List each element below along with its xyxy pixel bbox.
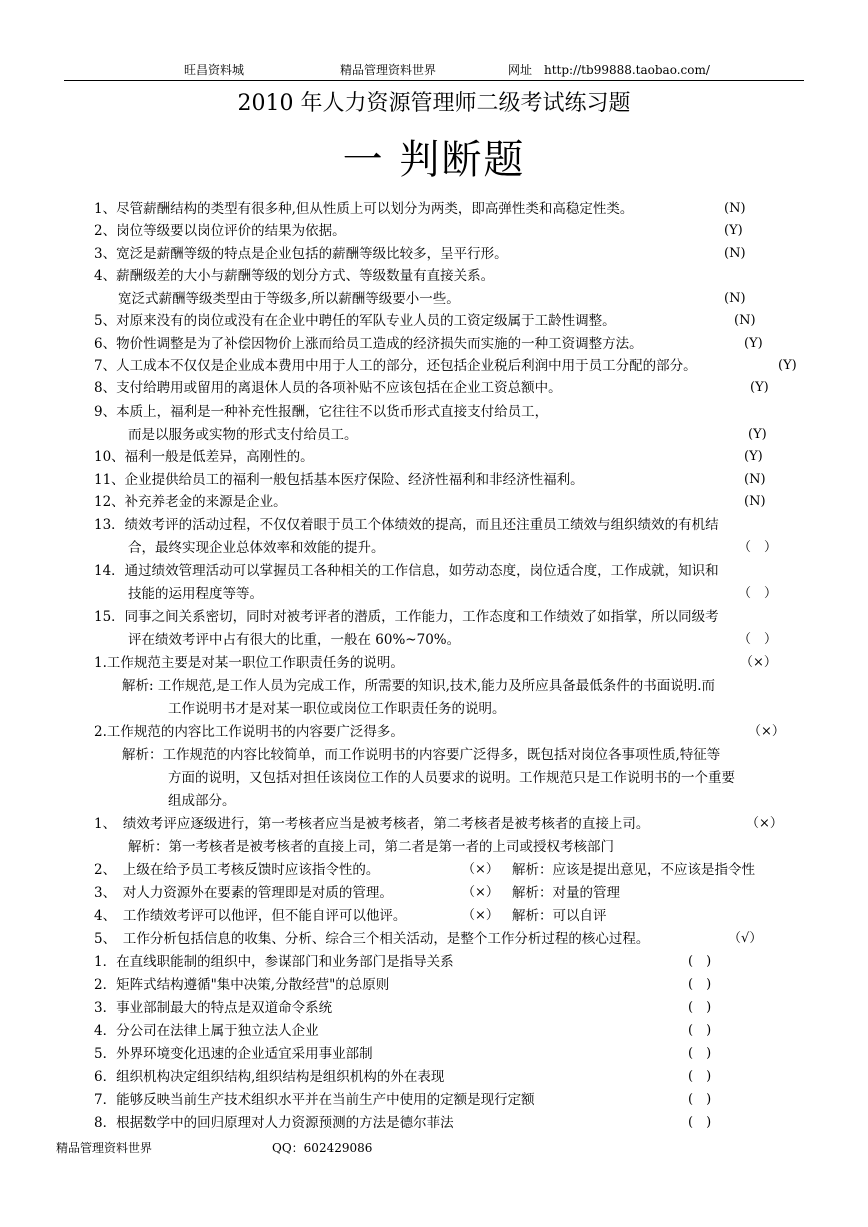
question-line: 评在绩效考评中占有很大的比重，一般在 60%~70%。 — [128, 632, 461, 648]
section-title: 一 判断题 — [342, 137, 526, 183]
answer-mark: （×） — [462, 908, 499, 923]
question-line: 2．矩阵式结构遵循"集中决策,分散经营"的总原则 — [94, 977, 390, 993]
question-line: 2、岗位等级要以岗位评价的结果为依据。 — [94, 223, 346, 239]
answer-mark: ( ) — [688, 1046, 712, 1061]
question-line: 合，最终实现企业总体效率和效能的提升。 — [128, 540, 385, 556]
question-line: 9、本质上，福利是一种补充性报酬，它往往不以货币形式直接支付给员工， — [94, 404, 549, 420]
answer-mark: ( ) — [688, 954, 712, 969]
answer-mark: (Y) — [744, 449, 763, 464]
question-line: 3．事业部制最大的特点是双道命令系统 — [94, 1000, 333, 1016]
answer-mark: (Y) — [748, 427, 767, 442]
answer-mark: (Y) — [750, 380, 769, 395]
question-line: 6、物价性调整是为了补偿因物价上涨而给员工造成的经济损失而实施的一种工资调整方法。 — [94, 336, 643, 352]
answer-mark: （ ） — [738, 540, 778, 555]
question-line: 8、支付给聘用或留用的离退休人员的各项补贴不应该包括在企业工资总额中。 — [94, 380, 562, 396]
header-world: 精品管理资料世界 — [340, 63, 437, 77]
question-line: 4．分公司在法律上属于独立法人企业 — [94, 1023, 319, 1039]
header-shop: 旺昌资料城 — [184, 63, 245, 77]
footer-qq: QQ：602429086 — [272, 1141, 373, 1155]
explanation-line: 组成部分。 — [168, 793, 236, 809]
answer-mark: ( ) — [688, 1092, 712, 1107]
question-line: 6．组织机构决定组织结构,组织结构是组织机构的外在表现 — [94, 1069, 445, 1085]
question-line: 5、 工作分析包括信息的收集、分析、综合三个相关活动，是整个工作分析过程的核心过程。 — [94, 931, 650, 947]
question-line: 3、 对人力资源外在要素的管理即是对质的管理。 — [94, 885, 393, 901]
question-line: 11、企业提供给员工的福利一般包括基本医疗保险、经济性福利和非经济性福利。 — [94, 472, 584, 488]
answer-mark: ( ) — [688, 977, 712, 992]
header-url-label: 网址 — [508, 63, 533, 77]
question-line: 而是以服务或实物的形式支付给员工。 — [128, 427, 358, 443]
question-line: 2.工作规范的内容比工作说明书的内容要广泛得多。 — [94, 724, 404, 740]
explanation-note: 解析：可以自评 — [512, 908, 607, 924]
answer-mark: (N) — [744, 494, 766, 509]
question-line: 5、对原来没有的岗位或没有在企业中聘任的军队专业人员的工资定级属于工龄性调整。 — [94, 313, 616, 329]
answer-mark: （×） — [746, 816, 783, 831]
explanation-note: 解析：对量的管理 — [512, 885, 620, 901]
question-line: 技能的运用程度等等。 — [128, 586, 263, 602]
document-title: 2010 年人力资源管理师二级考试练习题 — [237, 91, 631, 116]
header-url: http://tb99888.taobao.com/ — [544, 63, 710, 77]
question-line: 14．通过绩效管理活动可以掌握员工各种相关的工作信息，如劳动态度，岗位适合度，工作成就，知识和 — [94, 563, 719, 579]
answer-mark: （×） — [462, 862, 499, 877]
explanation-line: 解析: 工作规范,是工作人员为完成工作，所需要的知识,技术,能力及所应具备最低条件的书面说明.而 — [122, 678, 716, 694]
question-line: 1．在直线职能制的组织中，参谋部门和业务部门是指导关系 — [94, 954, 454, 970]
question-line: 宽泛式薪酬等级类型由于等级多,所以薪酬等级要小一些。 — [118, 291, 460, 307]
answer-mark: (Y) — [744, 336, 763, 351]
explanation-line: 解析：第一考核者是被考核者的直接上司，第二者是第一者的上司或授权考核部门 — [128, 839, 614, 855]
header-bar — [0, 62, 868, 78]
question-line: 5．外界环境变化迅速的企业适宜采用事业部制 — [94, 1046, 373, 1062]
answer-mark: （√） — [728, 931, 763, 946]
question-line: 8．根据数学中的回归原理对人力资源预测的方法是德尔菲法 — [94, 1115, 454, 1131]
answer-mark: ( ) — [688, 1023, 712, 1038]
question-line: 1、 绩效考评应逐级进行，第一考核者应当是被考核者，第二考核者是被考核者的直接上司。 — [94, 816, 650, 832]
explanation-line: 方面的说明，又包括对担任该岗位工作的人员要求的说明。工作规范只是工作说明书的一个重要 — [168, 770, 735, 786]
question-line: 7、人工成本不仅仅是企业成本费用中用于人工的部分，还包括企业税后利润中用于员工分配的部分。 — [94, 358, 697, 374]
explanation-line: 解析：工作规范的内容比较简单，而工作说明书的内容要广泛得多，既包括对岗位各事项性质,特征等 — [122, 747, 721, 763]
explanation-note: 解析：应该是提出意见，不应该是指令性 — [512, 862, 755, 878]
answer-mark: ( ) — [688, 1000, 712, 1015]
question-line: 13．绩效考评的活动过程，不仅仅着眼于员工个体绩效的提高，而且还注重员工绩效与组织绩效的有机结 — [94, 517, 719, 533]
answer-mark: （ ） — [738, 632, 778, 647]
answer-mark: (N) — [744, 472, 766, 487]
question-line: 10、福利一般是低差异，高刚性的。 — [94, 449, 314, 465]
answer-mark: （×） — [462, 885, 499, 900]
question-line: 2、 上级在给予员工考核反馈时应该指令性的。 — [94, 862, 380, 878]
header-divider — [64, 80, 804, 81]
answer-mark: (Y) — [778, 358, 797, 373]
question-line: 1、尽管薪酬结构的类型有很多种,但从性质上可以划分为两类，即高弹性类和高稳定性类。 — [94, 201, 634, 217]
answer-mark: (N) — [734, 313, 756, 328]
question-line: 7．能够反映当前生产技术组织水平并在当前生产中使用的定额是现行定额 — [94, 1092, 535, 1108]
answer-mark: (N) — [724, 201, 746, 216]
answer-mark: （×） — [748, 724, 785, 739]
answer-mark: (N) — [724, 246, 746, 261]
answer-mark: ( ) — [688, 1069, 712, 1084]
footer-world: 精品管理资料世界 — [56, 1141, 153, 1155]
question-line: 3、宽泛是薪酬等级的特点是企业包括的薪酬等级比较多，呈平行形。 — [94, 246, 508, 262]
answer-mark: (N) — [724, 291, 746, 306]
question-line: 4、薪酬级差的大小与薪酬等级的划分方式、等级数量有直接关系。 — [94, 268, 495, 284]
question-line: 12、补充养老金的来源是企业。 — [94, 494, 287, 510]
answer-mark: ( ) — [688, 1115, 712, 1130]
question-line: 15．同事之间关系密切，同时对被考评者的潜质，工作能力，工作态度和工作绩效了如指掌，所以同级考 — [94, 609, 719, 625]
answer-mark: （×） — [740, 655, 777, 670]
question-line: 4、 工作绩效考评可以他评，但不能自评可以他评。 — [94, 908, 407, 924]
question-line: 1.工作规范主要是对某一职位工作职责任务的说明。 — [94, 655, 404, 671]
explanation-line: 工作说明书才是对某一职位或岗位工作职责任务的说明。 — [168, 701, 506, 717]
answer-mark: （ ） — [738, 586, 778, 601]
answer-mark: (Y) — [724, 223, 743, 238]
